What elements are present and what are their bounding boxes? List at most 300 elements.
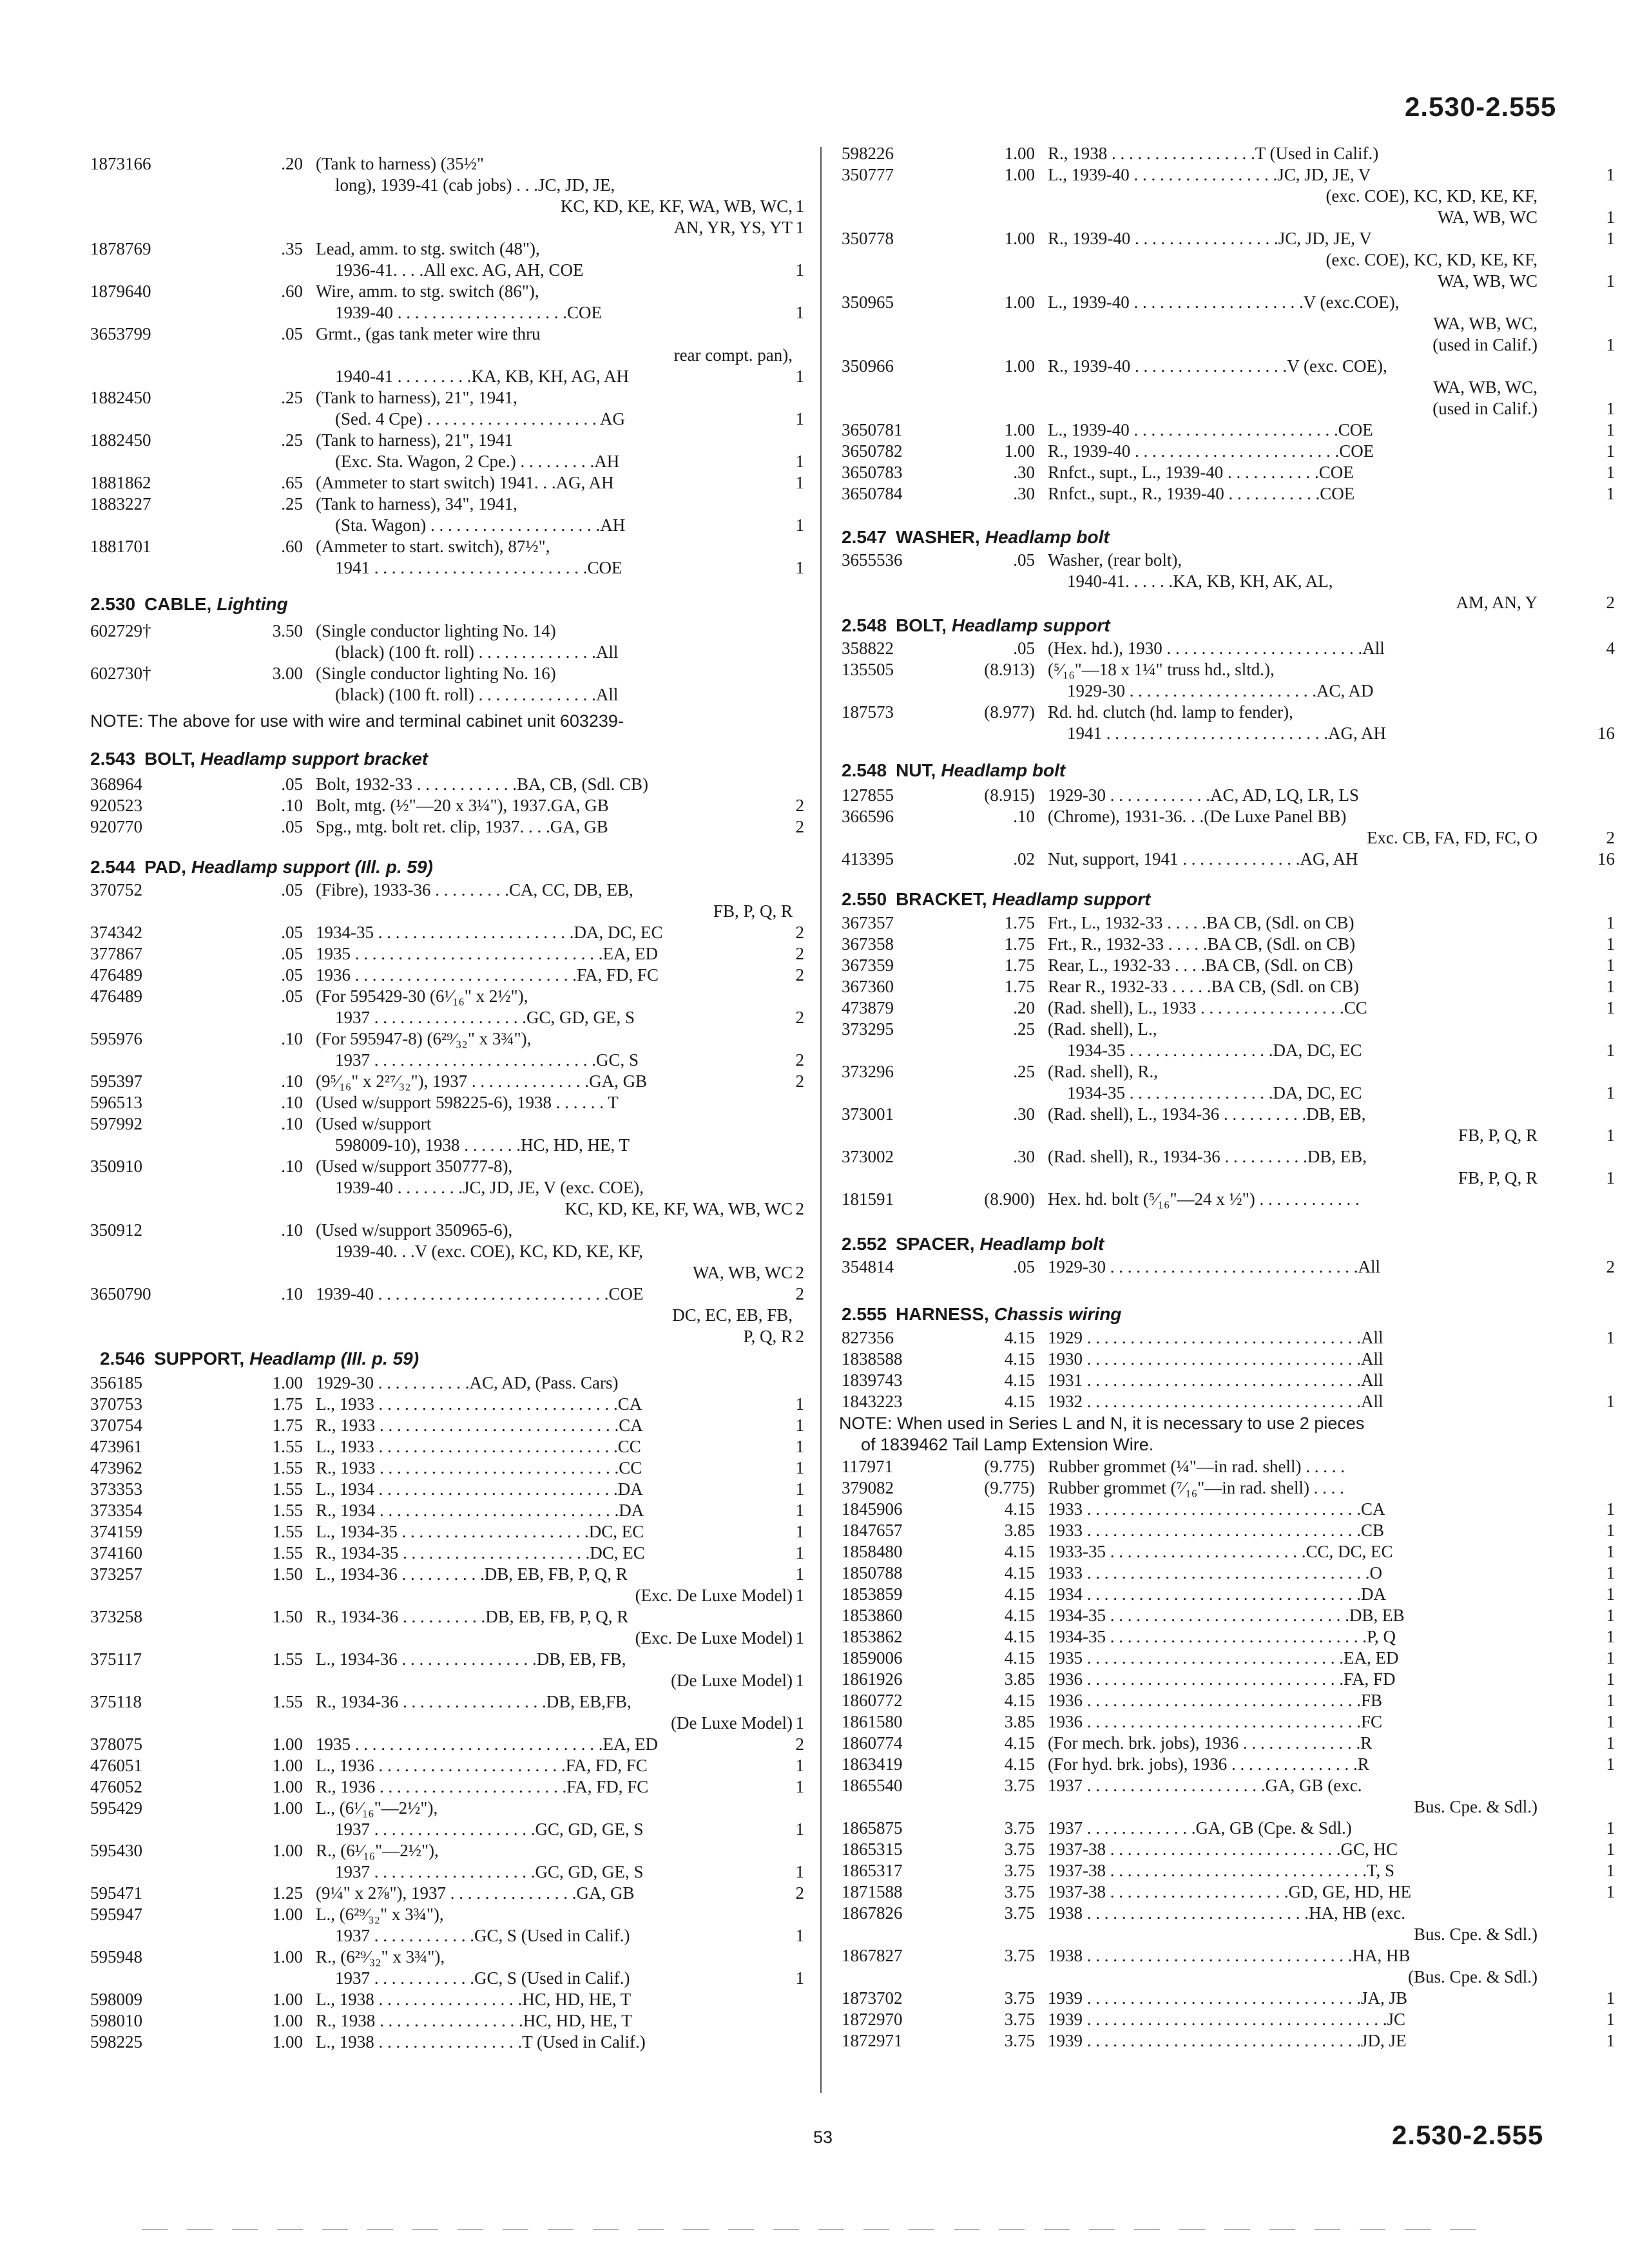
part-price: 1.00	[272, 1841, 303, 1860]
part-price: 1.00	[1004, 293, 1035, 312]
part-number: 1843223	[842, 1392, 903, 1411]
part-number: 1853859	[842, 1584, 903, 1604]
section-subtitle: Headlamp bolt	[941, 760, 1066, 780]
part-quantity: 1	[1606, 1521, 1615, 1540]
part-price: .10	[281, 1029, 303, 1048]
part-number: 356185	[90, 1373, 142, 1392]
part-quantity: 16	[1597, 849, 1615, 869]
part-quantity: 2	[795, 1883, 804, 1903]
page-range-footer: 2.530-2.555	[1392, 2120, 1544, 2150]
part-entry	[0, 1372, 811, 1394]
part-description	[1048, 1584, 1537, 1605]
part-description	[1048, 1711, 1537, 1733]
part-price: .10	[281, 796, 303, 815]
part-description	[1048, 1456, 1537, 1477]
section-subtitle: Chassis wiring	[994, 1304, 1122, 1324]
part-number: 595976	[90, 1029, 142, 1048]
part-entry	[822, 1690, 1621, 1711]
part-description	[1048, 292, 1537, 356]
part-number: 373295	[842, 1019, 894, 1039]
part-price: 1.55	[272, 1649, 303, 1669]
part-price: (9.775)	[984, 1457, 1035, 1476]
part-number: 598009	[90, 1990, 142, 2009]
part-description	[1048, 1391, 1537, 1412]
part-entry	[822, 228, 1621, 292]
part-quantity: 1	[795, 1543, 804, 1562]
part-entry	[0, 494, 811, 536]
part-entry	[0, 1092, 811, 1113]
part-price: 1.00	[272, 1798, 303, 1818]
part-quantity: 1	[1606, 998, 1615, 1017]
part-description	[1048, 1019, 1537, 1061]
part-price: 1.00	[272, 1777, 303, 1796]
part-quantity: 1	[795, 367, 804, 386]
description-line: 1939 . . . . . . . . . . . . . . . . . . . . . . . . . . . . . . . . . . .JC	[1048, 2010, 1406, 2029]
description-line: 1934-35 . . . . . . . . . . . . . . . . .DA, DC, EC	[1067, 1083, 1362, 1102]
part-price: 1.00	[272, 1990, 303, 2009]
part-quantity: 2	[795, 1263, 804, 1282]
description-line: (For 595429-30 (6¹⁄₁₆" x 2½"),	[316, 986, 528, 1006]
part-number: 1872970	[842, 2010, 903, 2029]
part-description	[1048, 462, 1537, 483]
part-description	[316, 1283, 793, 1347]
description-line: (Used w/support	[316, 1114, 432, 1133]
part-price: 3.75	[1004, 1988, 1035, 2008]
part-description	[1048, 1626, 1537, 1648]
part-description	[316, 1092, 793, 1113]
part-quantity: 2	[795, 1008, 804, 1027]
part-entry	[0, 986, 811, 1028]
part-description	[1048, 143, 1537, 164]
part-entry	[0, 1564, 811, 1606]
part-number: 1882450	[90, 388, 151, 407]
part-description	[1048, 164, 1537, 228]
part-entry	[822, 1860, 1621, 1881]
part-price: 3.75	[1004, 1840, 1035, 1859]
description-line: Frt., L., 1932-33 . . . . .BA CB, (Sdl. on CB)	[1048, 913, 1354, 932]
part-description	[316, 774, 793, 795]
part-number: 135505	[842, 660, 894, 679]
part-description	[316, 1989, 793, 2010]
part-quantity: 2	[795, 1327, 804, 1346]
part-entry	[822, 1605, 1621, 1626]
part-quantity: 2	[795, 1199, 804, 1218]
part-entry	[822, 638, 1621, 659]
page-number: 53	[813, 2128, 833, 2147]
part-entry	[822, 849, 1621, 870]
part-price: 4.15	[1004, 1648, 1035, 1667]
part-quantity: 2	[795, 1284, 804, 1303]
description-line: 1937 . . . . . . . . . . . . .GA, GB (Cpe. & Sdl.)	[1048, 1818, 1352, 1838]
part-number: 1850788	[842, 1563, 903, 1582]
description-line: 1929-30 . . . . . . . . . . . .AC, AD, LQ, LR, LS	[1048, 785, 1360, 805]
part-number: 370752	[90, 880, 142, 899]
part-entry	[822, 1456, 1621, 1477]
description-line: Bus. Cpe. & Sdl.)	[1413, 1925, 1537, 1944]
part-description	[1048, 1945, 1537, 1988]
part-entry	[822, 659, 1621, 702]
part-description	[316, 536, 793, 579]
part-entry	[822, 1818, 1621, 1839]
part-number: 1867827	[842, 1946, 903, 1965]
description-line: 1933 . . . . . . . . . . . . . . . . . . . . . . . . . . . . . . . .CB	[1048, 1521, 1385, 1540]
part-quantity: 1	[1606, 1168, 1615, 1187]
part-number: 595948	[90, 1947, 142, 1966]
part-number: 827356	[842, 1328, 894, 1347]
description-line: (Sed. 4 Cpe) . . . . . . . . . . . . . . . . . . . . AG	[335, 409, 625, 428]
column-divider	[820, 147, 822, 2093]
part-price: .05	[1013, 639, 1035, 658]
description-line: AM, AN, Y	[1456, 593, 1537, 612]
part-description	[316, 1113, 793, 1156]
scan-edge-line	[142, 2229, 1495, 2230]
part-number: 373296	[842, 1062, 894, 1081]
part-entry	[0, 879, 811, 922]
part-entry	[0, 323, 811, 387]
part-description	[1048, 849, 1537, 870]
description-line: 1934-35 . . . . . . . . . . . . . . . . .DA, DC, EC	[1067, 1041, 1362, 1060]
part-description	[316, 1755, 793, 1776]
part-entry	[822, 806, 1621, 849]
description-line: Spg., mtg. bolt ret. clip, 1937. . . .GA, GB	[316, 817, 608, 836]
section-subtitle: Headlamp bolt	[979, 1234, 1104, 1254]
description-line: Bus. Cpe. & Sdl.)	[1413, 1797, 1537, 1816]
description-line: (Ammeter to start switch) 1941. . .AG, AH	[316, 473, 614, 492]
part-number: 1863419	[842, 1754, 903, 1774]
description-line: 1939-40 . . . . . . . .JC, JD, JE, V (exc. COE),	[335, 1178, 644, 1197]
part-description	[316, 387, 793, 430]
part-quantity: 1	[1606, 1627, 1615, 1646]
description-line: 1936 . . . . . . . . . . . . . . . . . . . . . . . . . . . . . . . .FB	[1048, 1691, 1383, 1710]
description-line: Nut, support, 1941 . . . . . . . . . . . . . .AG, AH	[1048, 849, 1358, 869]
section-heading-2548-bolt	[842, 615, 1110, 636]
part-number: 373002	[842, 1147, 894, 1166]
part-quantity: 1	[1606, 165, 1615, 184]
part-entry	[0, 1989, 811, 2010]
part-price: 1.00	[1004, 165, 1035, 184]
part-price: 1.00	[272, 1756, 303, 1775]
part-quantity: 1	[1606, 229, 1615, 248]
part-entry	[0, 1113, 811, 1156]
part-number: 1872971	[842, 2031, 903, 2050]
part-quantity: 1	[795, 1628, 804, 1648]
part-entry	[822, 1648, 1621, 1669]
section-heading-2548-nut	[842, 760, 1065, 781]
part-price: 1.00	[272, 1735, 303, 1754]
part-number: 1838588	[842, 1349, 903, 1369]
part-quantity: 1	[1606, 1041, 1615, 1060]
part-entry	[0, 430, 811, 472]
part-entry	[822, 1370, 1621, 1391]
section-name: PAD,	[144, 857, 186, 877]
part-description	[316, 1946, 793, 1989]
part-description	[316, 1542, 793, 1564]
part-description	[1048, 997, 1537, 1019]
part-price: 1.55	[272, 1543, 303, 1562]
description-line: L., 1939-40 . . . . . . . . . . . . . . . . . . . . . . . .COE	[1048, 420, 1373, 439]
description-line: KC, KD, KE, KF, WA, WB, WC,	[560, 197, 793, 216]
part-number: 596513	[90, 1093, 142, 1112]
description-line: 1933-35 . . . . . . . . . . . . . . . . . . . . . . .CC, DC, EC	[1048, 1542, 1393, 1561]
part-price: 4.15	[1004, 1754, 1035, 1774]
note-lighting: NOTE: The above for use with wire and terminal cabinet unit 603239-	[90, 711, 624, 731]
part-description	[1048, 785, 1537, 806]
part-quantity: 1	[1606, 2010, 1615, 2029]
section-subtitle: Headlamp (Ill. p. 59)	[249, 1349, 419, 1369]
part-number: 1867826	[842, 1903, 903, 1923]
part-entry	[822, 1562, 1621, 1584]
description-line: P, Q, R	[743, 1327, 793, 1346]
description-line: 1939 . . . . . . . . . . . . . . . . . . . . . . . . . . . . . . . .JA, JB	[1048, 1988, 1408, 2008]
part-number: 1865540	[842, 1776, 903, 1795]
part-price: .30	[1013, 484, 1035, 503]
description-line: 1929-30 . . . . . . . . . . . . . . . . . . . . . . . . . . . . .All	[1048, 1257, 1380, 1276]
section-number: 2.548	[842, 760, 887, 780]
part-quantity: 1	[1606, 484, 1615, 503]
description-line: (Hex. hd.), 1930 . . . . . . . . . . . . . . . . . . . . . . .All	[1048, 639, 1385, 658]
description-line: R., 1939-40 . . . . . . . . . . . . . . . . . . . . . . . .COE	[1048, 441, 1374, 461]
part-description	[1048, 2009, 1537, 2030]
part-description	[316, 1394, 793, 1415]
part-entry	[822, 2030, 1621, 2052]
description-line: FB, P, Q, R	[713, 901, 793, 921]
part-quantity: 1	[1606, 1691, 1615, 1710]
part-description	[1048, 659, 1537, 702]
section-name: BOLT,	[896, 615, 947, 635]
part-price: 1.50	[272, 1564, 303, 1584]
part-price: 4.15	[1004, 1542, 1035, 1561]
part-quantity: 1	[795, 1713, 804, 1733]
part-number: 1871588	[842, 1882, 903, 1901]
part-price: .30	[1013, 1104, 1035, 1124]
part-entry	[0, 1691, 811, 1734]
part-entry	[822, 1988, 1621, 2009]
part-quantity: 1	[1606, 1083, 1615, 1102]
description-line: 1939-40. . .V (exc. COE), KC, KD, KE, KF,	[335, 1242, 644, 1261]
part-entry	[0, 816, 811, 838]
part-price: .05	[281, 923, 303, 942]
description-line: (black) (100 ft. roll) . . . . . . . . . . . . . .All	[335, 685, 619, 704]
description-line: L., 1936 . . . . . . . . . . . . . . . . . . . . . .FA, FD, FC	[316, 1756, 648, 1775]
part-price: 3.85	[1004, 1521, 1035, 1540]
part-number: 1881701	[90, 537, 151, 556]
part-price: 1.55	[272, 1458, 303, 1477]
description-line: (Exc. De Luxe Model)	[635, 1586, 793, 1605]
part-number: 375117	[90, 1649, 142, 1669]
part-price: 3.75	[1004, 1818, 1035, 1838]
part-number: 1847657	[842, 1521, 903, 1540]
description-line: (used in Calif.)	[1432, 399, 1537, 418]
part-entry	[822, 1839, 1621, 1860]
section-name: CABLE,	[144, 594, 212, 614]
section-name: SPACER,	[896, 1234, 975, 1254]
part-entry	[822, 356, 1621, 419]
description-line: (Fibre), 1933-36 . . . . . . . . .CA, CC, DB, EB,	[316, 880, 633, 899]
description-line: 1933 . . . . . . . . . . . . . . . . . . . . . . . . . . . . . . . . .O	[1048, 1563, 1382, 1582]
description-line: WA, WB, WC,	[1433, 378, 1537, 397]
section-heading-2546	[100, 1349, 419, 1369]
part-quantity: 1	[1606, 934, 1615, 954]
section-subtitle: Headlamp support	[951, 615, 1110, 635]
part-price: 1.55	[272, 1501, 303, 1520]
part-price: 1.00	[1004, 229, 1035, 248]
part-description	[1048, 228, 1537, 292]
part-price: 4.15	[1004, 1627, 1035, 1646]
part-quantity: 1	[1606, 1754, 1615, 1774]
part-entry	[822, 1520, 1621, 1541]
part-quantity: 1	[1606, 1648, 1615, 1667]
description-line: 1938 . . . . . . . . . . . . . . . . . . . . . . . . . .HA, HB (exc.	[1048, 1903, 1405, 1923]
part-quantity: 1	[1606, 463, 1615, 482]
part-description	[1048, 1839, 1537, 1860]
part-entry	[0, 1394, 811, 1415]
description-line: 1936 . . . . . . . . . . . . . . . . . . . . . . . . . . . . . . . .FC	[1048, 1712, 1383, 1731]
part-number: 413395	[842, 849, 894, 869]
part-quantity: 1	[1606, 1392, 1615, 1411]
part-price: .20	[281, 154, 303, 173]
part-entry	[822, 702, 1621, 744]
part-description	[316, 1798, 793, 1840]
description-line: 1938 . . . . . . . . . . . . . . . . . . . . . . . . . . . . . . .HA, HB	[1048, 1946, 1411, 1965]
part-price: 1.55	[272, 1522, 303, 1541]
part-description	[1048, 1733, 1537, 1754]
part-description	[316, 795, 793, 816]
part-number: 1865875	[842, 1818, 903, 1838]
part-price: 3.75	[1004, 1946, 1035, 1965]
part-entry	[0, 1283, 811, 1347]
part-number: 373353	[90, 1479, 142, 1499]
part-number: 1881862	[90, 473, 151, 492]
part-entry	[0, 1840, 811, 1883]
part-quantity: 2	[1606, 593, 1615, 612]
description-line: 1935 . . . . . . . . . . . . . . . . . . . . . . . . . . . . .EA, ED	[316, 1735, 658, 1754]
part-entry	[822, 1881, 1621, 1903]
part-number: 598225	[90, 2032, 142, 2052]
part-description	[1048, 441, 1537, 462]
part-description	[1048, 955, 1537, 976]
part-entry	[0, 2032, 811, 2053]
part-entry	[822, 1584, 1621, 1605]
part-entry	[822, 1945, 1621, 1988]
part-price: (8.900)	[984, 1189, 1035, 1209]
description-line: 1929-30 . . . . . . . . . . .AC, AD, (Pass. Cars)	[316, 1373, 619, 1392]
part-price: 1.55	[272, 1437, 303, 1456]
description-line: R., 1934 . . . . . . . . . . . . . . . . . . . . . . . . . . . .DA	[316, 1501, 644, 1520]
description-line: (9¼" x 2⅞"), 1937 . . . . . . . . . . . . . . .GA, GB	[316, 1883, 635, 1903]
part-number: 3650783	[842, 463, 903, 482]
description-line: L., 1933 . . . . . . . . . . . . . . . . . . . . . . . . . . . .CA	[316, 1394, 642, 1414]
description-line: 1939-40 . . . . . . . . . . . . . . . . . . . . . . . . . . .COE	[316, 1284, 644, 1303]
part-quantity: 1	[1606, 207, 1615, 227]
part-quantity: 16	[1597, 724, 1615, 743]
part-price: .25	[1013, 1062, 1035, 1081]
part-quantity: 1	[1606, 1818, 1615, 1838]
part-price: 1.75	[272, 1394, 303, 1414]
description-line: Rubber grommet (⁷⁄₁₆"—in rad. shell) . . . .	[1048, 1478, 1344, 1497]
part-number: 117971	[842, 1457, 893, 1476]
part-entry	[822, 1626, 1621, 1648]
part-number: 1853860	[842, 1606, 903, 1625]
description-line: AN, YR, YS, YT	[673, 218, 793, 237]
part-entry	[0, 1776, 811, 1798]
description-line: 1939-40 . . . . . . . . . . . . . . . . . . . .COE	[335, 303, 602, 322]
description-line: 1937 . . . . . . . . . . . . . . . . . . .GC, GD, GE, S	[335, 1862, 644, 1881]
part-number: 598010	[90, 2011, 142, 2030]
section-number: 2.550	[842, 889, 887, 909]
part-description	[316, 2032, 793, 2053]
part-quantity: 1	[795, 1416, 804, 1435]
description-line: DC, EC, EB, FB,	[672, 1305, 793, 1325]
description-line: Rear R., 1932-33 . . . . .BA CB, (Sdl. on CB)	[1048, 977, 1360, 996]
description-line: long), 1939-41 (cab jobs) . . .JC, JD, JE,	[335, 175, 615, 195]
part-quantity: 1	[795, 1586, 804, 1605]
part-number: 602730†	[90, 664, 151, 683]
description-line: 1934 . . . . . . . . . . . . . . . . . . . . . . . . . . . . . . . .DA	[1048, 1584, 1386, 1604]
part-entry	[0, 536, 811, 579]
description-line: R., 1938 . . . . . . . . . . . . . . . . .T (Used in Calif.)	[1048, 144, 1379, 163]
part-description	[1048, 483, 1537, 505]
part-number: 187573	[842, 702, 894, 722]
part-quantity: 1	[1606, 1861, 1615, 1880]
description-line: L., 1934-35 . . . . . . . . . . . . . . . . . . . . . .DC, EC	[316, 1522, 644, 1541]
part-description	[316, 1028, 793, 1071]
part-number: 3650781	[842, 420, 903, 439]
part-quantity: 1	[795, 558, 804, 577]
part-price: 4.15	[1004, 1733, 1035, 1753]
part-entry	[0, 472, 811, 494]
description-line: Hex. hd. bolt (⁵⁄₁₆"—24 x ½") . . . . . . . . . . . .	[1048, 1189, 1360, 1209]
part-number: 1873702	[842, 1988, 903, 2008]
section-name: WASHER,	[896, 527, 980, 547]
part-entry	[0, 1606, 811, 1649]
part-quantity: 2	[795, 817, 804, 836]
part-description	[316, 1734, 793, 1755]
part-number: 373258	[90, 1607, 142, 1626]
part-quantity: 1	[1606, 1584, 1615, 1604]
description-line: 1935 . . . . . . . . . . . . . . . . . . . . . . . . . . . . .EA, ED	[316, 944, 658, 963]
part-number: 1861926	[842, 1669, 903, 1689]
part-description	[316, 986, 793, 1028]
description-line: (Tank to harness) (35½"	[316, 154, 485, 173]
part-quantity: 1	[1606, 1988, 1615, 2008]
part-price: (8.977)	[984, 702, 1035, 722]
description-line: 1936 . . . . . . . . . . . . . . . . . . . . . . . . . . . . . .FA, FD	[1048, 1669, 1396, 1689]
part-entry	[822, 1349, 1621, 1370]
part-number: 377867	[90, 944, 142, 963]
part-number: 473962	[90, 1458, 142, 1477]
section-number: 2.552	[842, 1234, 887, 1254]
part-entry	[822, 143, 1621, 164]
part-number: 3650782	[842, 441, 903, 461]
section-subtitle: Headlamp support (Ill. p. 59)	[191, 857, 433, 877]
part-entry	[0, 943, 811, 965]
description-line: FB, P, Q, R	[1458, 1168, 1537, 1187]
part-price: 1.55	[272, 1479, 303, 1499]
description-line: (Tank to harness), 21", 1941	[316, 430, 514, 450]
part-price: 3.75	[1004, 2010, 1035, 2029]
part-quantity: 1	[795, 197, 804, 216]
description-line: L., 1934-36 . . . . . . . . . .DB, EB, FB, P, Q, R	[316, 1564, 628, 1584]
description-line: (Sta. Wagon) . . . . . . . . . . . . . . . . . . . .AH	[335, 515, 626, 535]
part-price: (9.775)	[984, 1478, 1035, 1497]
section-name: HARNESS,	[896, 1304, 989, 1324]
part-description	[1048, 1754, 1537, 1775]
section-heading-2544	[90, 857, 433, 878]
part-price: .10	[281, 1114, 303, 1133]
part-quantity: 1	[1606, 913, 1615, 932]
description-line: Rd. hd. clutch (hd. lamp to fender),	[1048, 702, 1293, 722]
description-line: 1936 . . . . . . . . . . . . . . . . . . . . . . . . . .FA, FD, FC	[316, 965, 659, 985]
